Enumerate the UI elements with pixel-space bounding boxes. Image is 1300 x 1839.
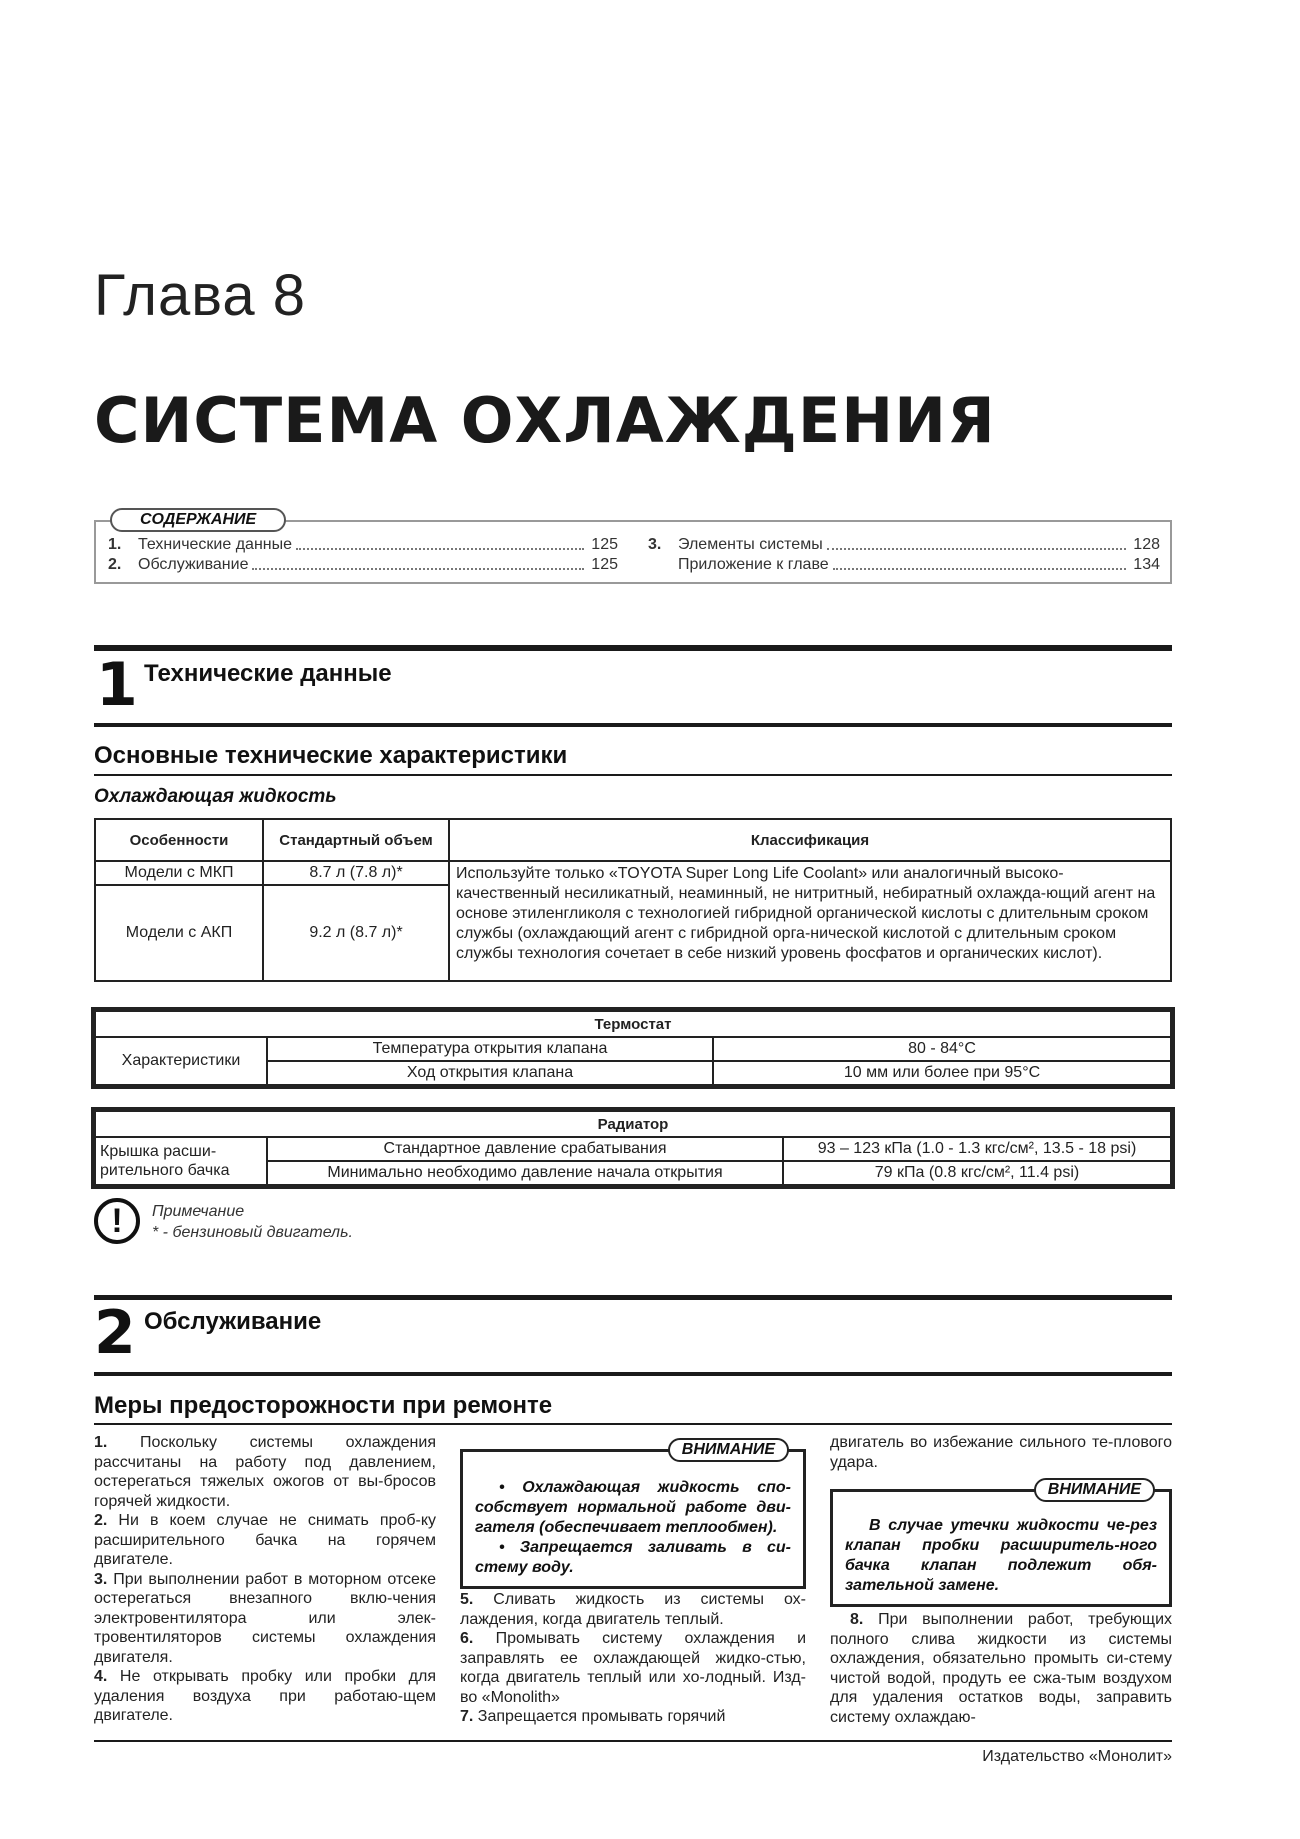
toc-item[interactable] [108, 535, 618, 555]
toc-dots [827, 535, 1126, 550]
section-rule [94, 723, 1172, 727]
section-rule [94, 645, 1172, 651]
table-cell: Модели с АКП [95, 885, 263, 981]
coolant-table [94, 818, 1172, 982]
warning-item: • Охлаждающая жидкость спо-собствует нормальной работе дви-гателя (обеспечивает теплообмен). [475, 1479, 792, 1536]
warning-box [830, 1481, 1172, 1607]
paragraph: 8. При выполнении работ, требующих полного слива жидкости из системы охлаждения, обязательно промыть си-стему чистой водой, продуть ее сжа-тым воздухом для удаления остатков воды, заправить систему охлаждаю- [830, 1611, 1173, 1726]
toc-dots [296, 535, 584, 550]
table-cell: Модели с МКП [95, 861, 263, 885]
toc-item-text: Приложение к главе [678, 556, 829, 573]
classification-cell: Используйте только «TOYOTA Super Long Life Coolant» или аналогичный высоко-качественный несиликатный, неаминный, не нитритный, небиратный охлажда-ющий агент на основе этиленгликоля с технологией гибридной органической кислоты с длительным сроком службы (охлаждающий агент с гибридной орга-нической кислотой с длительным сроком службы технология сочетает в себе низкий уровень фосфатов и органических кислот). [449, 861, 1171, 981]
page-title: СИСТЕМА ОХЛАЖДЕНИЯ [94, 384, 996, 457]
toc-item-number: 1. [108, 536, 122, 553]
toc-right-column [648, 535, 1160, 575]
subsection-rule [94, 774, 1172, 776]
table-header: Особенности [95, 819, 263, 861]
toc-item-page: 125 [591, 556, 618, 573]
toc-label: СОДЕРЖАНИЕ [110, 508, 286, 532]
subsection-title: Основные технические характеристики [94, 742, 568, 769]
table-cell: Стандартное давление срабатывания [267, 1137, 783, 1161]
footer-rule [94, 1740, 1172, 1742]
warning-label: ВНИМАНИЕ [668, 1438, 789, 1462]
note-text: * - бензиновый двигатель. [152, 1224, 353, 1241]
paragraph: 5. Сливать жидкость из системы ох-лаждения, когда двигатель теплый. [460, 1591, 806, 1628]
paragraph: 7. Запрещается промывать горячий [460, 1708, 726, 1725]
text-column-1 [94, 1433, 436, 1726]
text-column-2 [460, 1590, 806, 1727]
toc-item-text: Технические данные [138, 536, 293, 553]
warning-box [460, 1441, 806, 1589]
toc-item[interactable] [648, 555, 1160, 575]
table-header: Классификация [449, 819, 1171, 861]
table-cell: Крышка расши-рительного бачка [95, 1137, 267, 1185]
toc-item[interactable] [648, 535, 1160, 555]
toc-item-page: 134 [1133, 556, 1160, 573]
text-column-3-top [830, 1433, 1172, 1472]
table-of-contents [94, 511, 1172, 584]
table-cell: Характеристики [95, 1037, 267, 1085]
chapter-label: Глава 8 [94, 263, 307, 328]
toc-item-text: Элементы системы [678, 536, 823, 553]
section-number: 1 [96, 650, 138, 720]
subsection-subtitle: Охлаждающая жидкость [94, 786, 337, 807]
table-title: Радиатор [95, 1111, 1171, 1137]
warning-label: ВНИМАНИЕ [1034, 1478, 1155, 1502]
warning-item: • Запрещается заливать в си-стему воду. [475, 1539, 792, 1576]
publisher-footer: Издательство «Монолит» [982, 1748, 1172, 1765]
exclamation-icon: ! [94, 1198, 140, 1244]
toc-left-column [108, 535, 618, 575]
table-cell: Минимально необходимо давление начала открытия [267, 1161, 783, 1185]
table-cell: 80 - 84°C [713, 1037, 1171, 1061]
thermostat-table [94, 1010, 1172, 1086]
paragraph: 4. Не открывать пробку или пробки для удаления воздуха при работаю-щем двигателе. [94, 1668, 436, 1724]
table-cell: 9.2 л (8.7 л)* [263, 885, 449, 981]
section-rule [94, 1372, 1172, 1376]
paragraph: 1. Поскольку системы охлаждения рассчитаны на работу под давлением, остерегаться тяжелых ожогов от вы-бросов горячей жидкости. [94, 1434, 436, 1510]
table-cell: 79 кПа (0.8 кгс/см², 11.4 psi) [783, 1161, 1171, 1185]
note [152, 1201, 353, 1243]
table-cell: Температура открытия клапана [267, 1037, 713, 1061]
paragraph: 2. Ни в коем случае не снимать проб-ку расширительного бачка на горячем двигателе. [94, 1512, 436, 1568]
subsection-rule [94, 1423, 1172, 1425]
toc-item-page: 128 [1133, 536, 1160, 553]
table-cell: Ход открытия клапана [267, 1061, 713, 1085]
table-cell: 93 – 123 кПа (1.0 - 1.3 кгс/см², 13.5 - 18 psi) [783, 1137, 1171, 1161]
paragraph: 3. При выполнении работ в моторном отсеке остерегаться внезапного вклю-чения электровентилятора или элек-тровентиляторов системы охлаждения двигателя. [94, 1570, 436, 1666]
toc-item-number: 3. [648, 536, 662, 553]
toc-item-page: 125 [591, 536, 618, 553]
toc-item-number [648, 555, 678, 575]
note-title: Примечание [152, 1203, 245, 1220]
section-number: 2 [94, 1298, 136, 1368]
table-title: Термостат [95, 1011, 1171, 1037]
table-header: Стандартный объем [263, 819, 449, 861]
table-cell: 8.7 л (7.8 л)* [263, 861, 449, 885]
subsection-title: Меры предосторожности при ремонте [94, 1392, 553, 1419]
radiator-table [94, 1110, 1172, 1186]
toc-dots [252, 555, 584, 570]
toc-item-text: Обслуживание [138, 556, 249, 573]
toc-dots [833, 555, 1126, 570]
paragraph: 6. Промывать систему охлаждения и заправлять ее охлаждающей жидко-стью, когда двигатель теплый или хо-лодный. Изд-во «Monolith» [460, 1630, 807, 1706]
paragraph: двигатель во избежание сильного те-плового удара. [830, 1434, 1172, 1471]
section-title: Обслуживание [144, 1308, 322, 1335]
toc-item[interactable] [108, 555, 618, 575]
table-cell: 10 мм или более при 95°C [713, 1061, 1171, 1085]
text-column-3 [830, 1610, 1172, 1727]
warning-text: В случае утечки жидкости че-рез клапан пробки расширитель-ного бачка клапан подлежит обя-зательной замене. [845, 1517, 1157, 1594]
toc-item-number: 2. [108, 556, 122, 573]
section-title: Технические данные [144, 660, 392, 687]
section-rule [94, 1295, 1172, 1300]
